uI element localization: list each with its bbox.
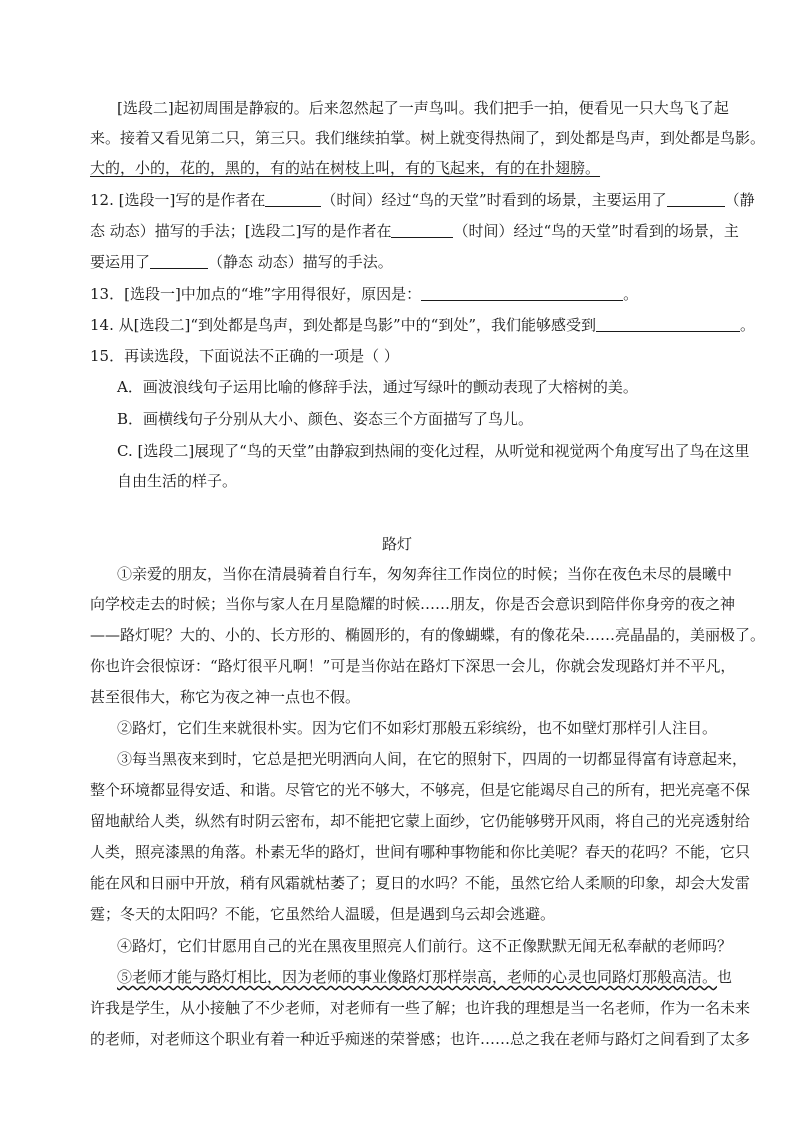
article-p5-line-3: 的老师，对老师这个职业有着一种近乎痴迷的荣誉感；也许……总之我在老师与路灯之间看到了太多 <box>90 1030 751 1048</box>
q12-text-a: 12. [选段一]写的是作者在 <box>90 191 266 209</box>
article-p5-wavy-sentence: ⑤老师才能与路灯相比，因为老师的事业像路灯那样崇高，老师的心灵也同路灯那般高洁。 <box>117 968 718 986</box>
passage2-line-2: 来。接着又看见第二只，第三只。我们继续拍掌。树上就变得热闹了，到处都是鸟声，到处都是鸟影。 <box>90 129 766 147</box>
question-12-line-2 <box>90 220 739 242</box>
article-p3-line-2: 整个环境都显得安适、和谐。尽管它的光不够大，不够亮，但是它能竭尽自己的所有，把光亮毫不保 <box>90 781 751 799</box>
question-14 <box>90 314 755 336</box>
q15-option-c-line-1[interactable]: C. [选段二]展现了“鸟的天堂”由静寂到热闹的变化过程，从听觉和视觉两个角度写出了鸟在这里 <box>117 442 750 460</box>
q15-option-c-line-2: 自由生活的样子。 <box>117 472 238 490</box>
question-12-line-1 <box>90 189 755 211</box>
article-p3-line-4: 人类，照亮漆黑的角落。朴素无华的路灯，世间有哪种事物能和你比美呢？春天的花吗？不能，它只 <box>90 843 751 861</box>
article-p3-line-1: ③每当黑夜来到时，它总是把光明洒向人间，在它的照射下，四周的一切都显得富有诗意起来， <box>117 750 748 768</box>
q12-text-e: （时间）经过“鸟的天堂”时看到的场景，主 <box>453 222 739 240</box>
q12-text-c: （静 <box>724 191 755 209</box>
article-p5-line-2: 许我是学生，从小接触了不少老师，对老师有一些了解；也许我的理想是当一名老师，作为一名未来 <box>90 999 751 1017</box>
q12-blank-time-1[interactable] <box>265 191 321 207</box>
q14-end: 。 <box>740 316 756 334</box>
article-title: 路灯 <box>381 535 412 553</box>
q14-text: 14. 从[选段二]“到处都是鸟声，到处都是鸟影”中的“到处”，我们能够感受到 <box>90 316 597 334</box>
article-p3-line-6: 霆；冬天的太阳吗？不能，它虽然给人温暖，但是遇到乌云却会逃避。 <box>90 905 556 923</box>
article-p5-line-1-end: 也 <box>717 968 733 986</box>
q12-text-f: 要运用了 <box>90 253 151 271</box>
article-p1-line-5: 甚至很伟大，称它为夜之神一点也不假。 <box>90 688 361 706</box>
article-p4: ④路灯，它们甘愿用自己的光在黑夜里照亮人们前行。这不正像默默无闻无私奉献的老师吗？ <box>117 937 733 955</box>
article-p5-line-1 <box>117 966 732 988</box>
q15-option-b[interactable]: B．画横线句子分别从大小、颜色、姿态三个方面描写了鸟儿。 <box>117 410 534 428</box>
q13-text: 13．[选段一]中加点的“堆”字用得很好，原因是： <box>90 285 422 303</box>
q12-text-g: （静态 动态）描写的手法。 <box>208 253 393 271</box>
article-p3-line-3: 留地献给人类，纵然有时阴云密布，却不能把它蒙上面纱，它仍能够劈开风雨，将自己的光亮透射给 <box>90 812 751 830</box>
q12-blank-time-2[interactable] <box>391 222 453 238</box>
q15-option-a[interactable]: A．画波浪线句子运用比喻的修辞手法，通过写绿叶的颤动表现了大榕树的美。 <box>117 378 638 396</box>
q13-end: 。 <box>623 285 639 303</box>
passage2-line-1: [选段二]起初周围是静寂的。后来忽然起了一声鸟叫。我们把手一拍，便看见一只大鸟飞了起 <box>117 99 729 117</box>
article-p1-line-2: 向学校走去的时候；当你与家人在月星隐耀的时候……朋友，你是否会意识到陪伴你身旁的夜之神 <box>90 595 736 613</box>
article-p1-line-3: ——路灯呢？大的、小的、长方形的、椭圆形的，有的像蝴蝶，有的像花朵……亮晶晶的，美丽极了。 <box>90 626 766 644</box>
q12-text-d: 态 动态）描写的手法；[选段二]写的是作者在 <box>90 222 392 240</box>
q12-blank-method-2[interactable] <box>150 253 208 269</box>
q14-answer-blank[interactable] <box>596 316 740 332</box>
passage2-line-3-underlined: 大的，小的，花的，黑的，有的站在树枝上叫，有的飞起来，有的在扑翅膀。 <box>90 159 601 177</box>
q13-answer-blank[interactable] <box>421 285 623 301</box>
question-13 <box>90 283 638 305</box>
article-p1-line-4: 你也许会很惊讶：“路灯很平凡啊！”可是当你站在路灯下深思一会儿，你就会发现路灯并不平凡， <box>90 657 736 675</box>
q12-text-b: （时间）经过“鸟的天堂”时看到的场景，主要运用了 <box>321 191 667 209</box>
article-p3-line-5: 能在风和日丽中开放，稍有风霜就枯萎了；夏日的水吗？不能，虽然它给人柔顺的印象，却会大发雷 <box>90 874 751 892</box>
article-p2: ②路灯，它们生来就很朴实。因为它们不如彩灯那般五彩缤纷，也不如壁灯那样引人注目。 <box>117 719 718 737</box>
question-15-stem: 15．再读选段，下面说法不正确的一项是（ ） <box>90 347 399 365</box>
question-12-line-3 <box>90 251 393 273</box>
q12-blank-method-1[interactable] <box>667 191 725 207</box>
article-p1-line-1: ①亲爱的朋友，当你在清晨骑着自行车，匆匆奔往工作岗位的时候；当你在夜色未尽的晨曦中 <box>117 565 733 583</box>
